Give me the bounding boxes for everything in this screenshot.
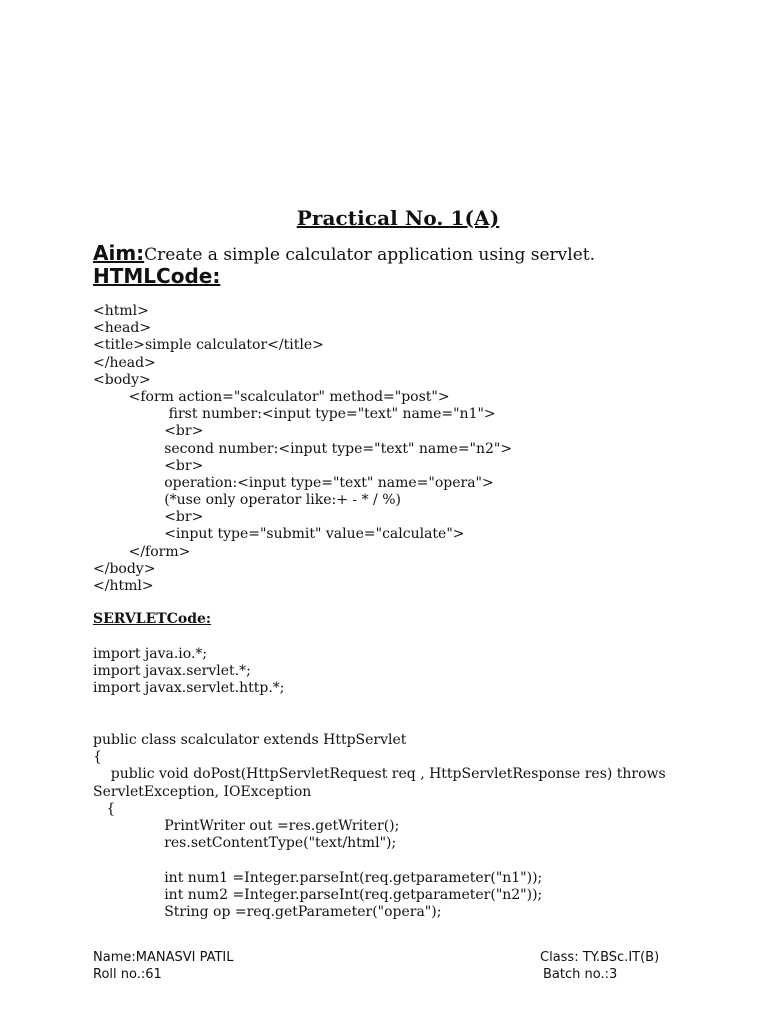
code-line: String op =req.getParameter("opera"); <box>93 903 442 920</box>
code-line: int num2 =Integer.parseInt(req.getparameter("n2")); <box>93 886 543 903</box>
code-line: <head> <box>93 320 152 337</box>
servlet-code-block <box>93 732 666 921</box>
code-line: import javax.servlet.http.*; <box>93 680 285 697</box>
code-line: PrintWriter out =res.getWriter(); <box>93 817 400 834</box>
footer-name: Name:MANASVI PATIL <box>93 950 234 965</box>
aim-label: Aim: <box>93 241 145 265</box>
code-line: </html> <box>93 578 154 594</box>
aim-line <box>93 241 595 265</box>
servlet-code-heading: SERVLETCode: <box>93 611 212 627</box>
code-line: public void doPost(HttpServletRequest req , HttpServletResponse res) throws <box>93 766 666 783</box>
code-line: import java.io.*; <box>93 646 208 662</box>
code-line: import javax.servlet.*; <box>93 663 251 680</box>
code-line: int num1 =Integer.parseInt(req.getparameter("n1")); <box>93 869 543 886</box>
html-code-block <box>93 303 512 595</box>
footer-class: Class: TY.BSc.IT(B) <box>540 950 660 965</box>
code-line: operation:<input type="text" name="opera"> <box>93 474 494 491</box>
code-line: <title>simple calculator</title> <box>93 337 324 354</box>
code-line: (*use only operator like:+ - * / %) <box>93 492 401 509</box>
code-line: </head> <box>93 354 156 371</box>
code-line <box>93 852 666 869</box>
code-line: ServletException, IOException <box>93 783 312 800</box>
footer-batch: Batch no.:3 <box>543 967 618 982</box>
code-line: <input type="submit" value="calculate"> <box>93 526 465 543</box>
code-line: </body> <box>93 560 156 577</box>
footer-roll: Roll no.:61 <box>93 967 162 982</box>
code-line: <br> <box>93 509 204 526</box>
code-line: <br> <box>93 423 204 440</box>
code-line: second number:<input type="text" name="n2"> <box>93 440 513 457</box>
code-line: first number:<input type="text" name="n1"> <box>93 406 496 423</box>
code-line: </form> <box>93 543 191 560</box>
page-title: Practical No. 1(A) <box>296 206 500 230</box>
code-line: <body> <box>93 371 151 388</box>
code-line: <br> <box>93 457 204 474</box>
code-line: { <box>93 749 102 766</box>
aim-text: Create a simple calculator application using servlet. <box>144 245 596 265</box>
imports-block <box>93 646 285 698</box>
html-code-heading: HTMLCode: <box>93 264 221 288</box>
code-line: public class scalculator extends HttpServlet <box>93 732 407 748</box>
code-line: <form action="scalculator" method="post"> <box>93 388 450 405</box>
code-line: res.setContentType("text/html"); <box>93 835 397 852</box>
code-line: { <box>93 800 116 817</box>
code-line: <html> <box>93 303 149 319</box>
